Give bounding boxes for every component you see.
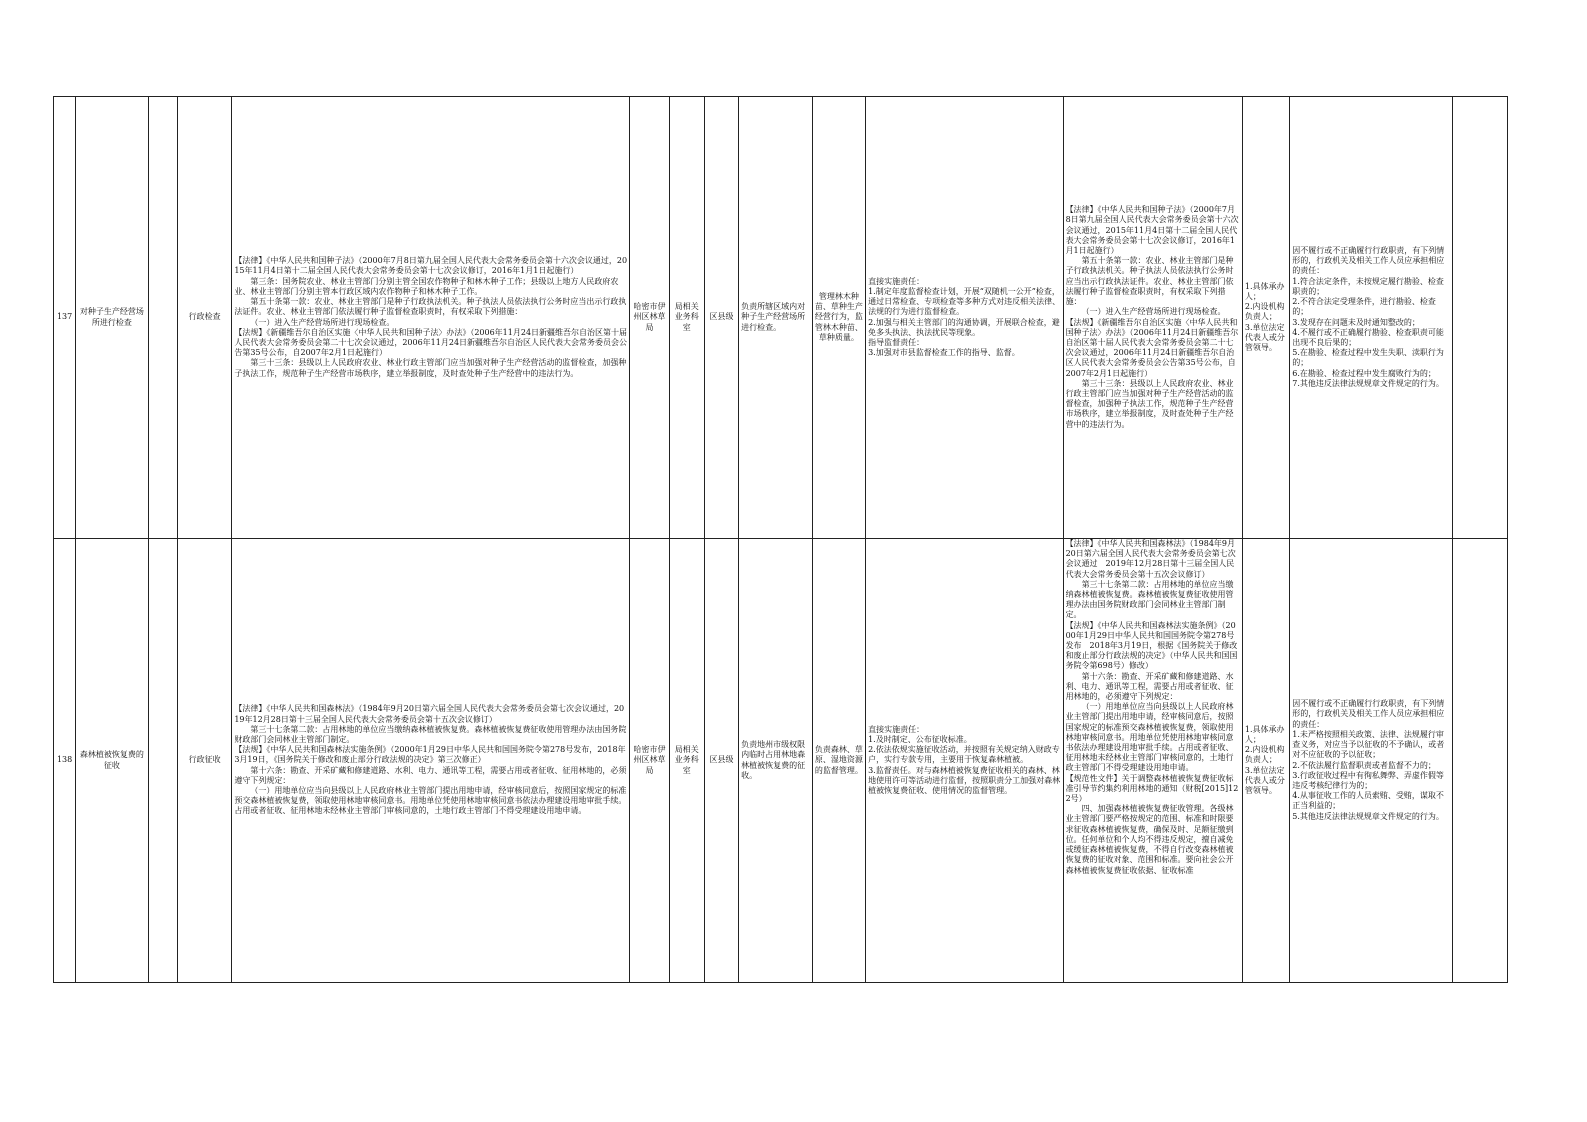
scope: 负责地州市级权限内临时占用林地森林植被恢复费的征收。 [739,539,813,983]
department: 局相关业务科室 [669,539,704,983]
duty-basis-para: 第三十七条第二款：占用林地的单位应当缴纳森林植被恢复费。森林植被恢复费征收使用管理办法由国务院财政部门会同林业主管部门制定。 [1065,579,1234,620]
remark [1453,539,1508,983]
duty-basis-para: 第三十三条：县级以上人民政府农业、林业行政主管部门应当加强对种子生产经营活动的监督检查，加强种子执法工作，规范种子生产经营市场秩序，建立举报制度，及时查处种子生产经营中的违法行为。 [1065,378,1234,429]
accountability [1290,97,1453,539]
duty-list-table [53,96,1508,983]
accountability-para: 3.发现存在问题未及时通知整改的； [1292,317,1420,327]
duty-basis-para: 【法律】《中华人民共和国森林法》（1984年9月20日第六届全国人民代表大会常务委员会第七次会议通过 2019年12月28日第十三届全国人民代表大会常务委员会第十五次会议修订） [1065,539,1236,579]
duty-basis-para: 【规范性文件】关于调整森林植被恢复费征收标准引导节约集约利用林地的通知（财税[2015]122号） [1065,773,1239,804]
remark [1453,97,1508,539]
sub-item [148,97,177,539]
implementing-authority: 哈密市伊州区林草局 [630,97,669,539]
accountability-para: 因不履行或不正确履行行政职责，有下列情形的，行政机关及相关工作人员应承担相应的责任： [1292,246,1445,276]
duty-para: 3.加强对市县监督检查工作的指导、监督。 [868,348,1020,358]
accountability-para: 4.从事征收工作的人员索贿、受贿，谋取不正当利益的； [1292,791,1444,811]
power-type: 行政检查 [177,97,231,539]
accountability-para: 3.行政征收过程中有徇私舞弊、弄虚作假等违反考核纪律行为的； [1292,770,1444,790]
item-name: 森林植被恢复费的征收 [76,539,149,983]
scope: 负责所辖区域内对种子生产经营场所进行检查。 [739,97,813,539]
implementing-authority: 哈密市伊州区林草局 [630,539,669,983]
item-name: 对种子生产经营场所进行检查 [76,97,149,539]
duty-para: 直接实施责任： [868,724,925,734]
accountability-para: 5.在勘验、检查过程中发生失职、渎职行为的； [1292,348,1444,368]
basis-para: 第三十三条：县级以上人民政府农业、林业行政主管部门应当加强对种子生产经营活动的监督检查，加强种子执法工作，规范种子生产经营市场秩序，建立举报制度，及时查处种子生产经营中的违法行为。 [234,358,627,378]
basis-para: 第十六条：勘查、开采矿藏和修建道路、水利、电力、通讯等工程，需要占用或者征收、征用林地的，必须遵守下列规定： [234,765,627,785]
accountability [1290,539,1453,983]
basis-para: 【法规】《新疆维吾尔自治区实施〈中华人民共和国种子法〉办法》（2006年11月24日新疆维吾尔自治区第十届人民代表大会常务委员会第二十七次会议通过，2006年11月24日新疆维吾尔自治区人民代表大会常务委员会公告第35号公布，自2007年2月1日起施行） [234,327,628,358]
duty-basis-para: （一）进入生产经营场所进行现场检查。 [1081,307,1226,317]
accountability-para: 5.其他违反法律法规规章文件规定的行为。 [1292,811,1444,821]
duty-basis-para: 第五十条第一款：农业、林业主管部门是种子行政执法机关。种子执法人员依法执行公务时应当出示行政执法证件。农业、林业主管部门依法履行种子监督检查职责时，有权采取下列措施： [1065,256,1234,307]
legal-basis [232,539,630,983]
basis-para: 【法律】《中华人民共和国种子法》（2000年7月8日第九届全国人民代表大会常务委员会第十六次会议通过，2015年11月4日第十二届全国人民代表大会常务委员会第十七次会议修订，2016年1月1日起施行） [234,256,628,276]
duty-basis-para: 第十六条：勘查、开采矿藏和修建道路、水利、电力、通讯等工程，需要占用或者征收、征用林地的，必须遵守下列规定： [1065,671,1234,702]
duty-para: 指导监督责任： [868,337,925,347]
responsibility-content: 管理林木种苗、草种生产经营行为，监管林木种苗、草种质量。 [812,97,865,539]
responsible-subject: 1.具体承办人； 2.内设机构负责人； 3.单位法定代表人或分管领导。 [1242,539,1289,983]
duty-basis-clip [1066,539,1240,876]
duty-items [866,97,1063,539]
table-row [54,539,1508,983]
accountability-para: 4.不履行或不正确履行勘验、检查职责可能出现不良后果的； [1292,327,1444,347]
basis-para: 【法规】《中华人民共和国森林法实施条例》（2000年1月29日中华人民共和国国务院令第278号发布，2018年3月19日，《国务院关于修改和废止部分行政法规的决定》第三次修正） [234,745,626,765]
duty-basis-para: 【法规】《新疆维吾尔自治区实施〈中华人民共和国种子法〉办法》（2006年11月24日新疆维吾尔自治区第十届人民代表大会常务委员会第二十七次会议通过，2006年11月24日新疆维吾尔自治区人民代表大会常务委员会公告第35号公布，自2007年2月1日起施行） [1065,317,1239,378]
accountability-para: 因不履行或不正确履行行政职责，有下列情形的，行政机关及相关工作人员应承担相应的责任： [1292,699,1445,729]
duty-basis [1063,97,1242,539]
duty-para: 2.依法依规实施征收活动，并按照有关规定纳入财政专户，实行专款专用，主要用于恢复森林植被。 [868,745,1060,765]
row-number: 137 [54,97,76,539]
level: 区县级 [704,97,738,539]
duty-basis-para: 【法规】《中华人民共和国森林法实施条例》（2000年1月29日中华人民共和国国务院令第278号发布 2018年3月19日，根据《国务院关于修改和废止部分行政法规的决定》（中华人民共和国国务院令第698号）修改） [1065,620,1238,671]
basis-para: （一）用地单位应当向县级以上人民政府林业主管部门提出用地申请，经审核同意后，按照国家规定的标准预交森林植被恢复费，领取使用林地审核同意书。用地单位凭使用林地审核同意书依法办理建设用地审批手续。占用或者征收、征用林地未经林业主管部门审核同意的，土地行政主管部门不得受理建设用地申请。 [234,786,627,816]
duty-para: 直接实施责任： [868,276,925,286]
duty-items [866,539,1063,983]
power-type: 行政征收 [177,539,231,983]
table-row [54,97,1508,539]
duty-para: 3.监督责任。对与森林植被恢复费征收相关的森林、林地使用许可等活动进行监督，按照职责分工加强对森林植被恢复费征收、使用情况的监督管理。 [868,765,1061,795]
duty-para: 1.及时制定、公布征收标准。 [868,734,972,744]
duty-basis [1063,539,1242,983]
accountability-para: 6.在勘验、检查过程中发生腐败行为的； [1292,368,1436,378]
basis-para: 【法律】《中华人民共和国森林法》（1984年9月20日第六届全国人民代表大会常务委员会第七次会议通过，2019年12月28日第十三届全国人民代表大会常务委员会第十五次会议修订） [234,704,625,724]
accountability-para: 2.不依法履行监督职责或者监督不力的； [1292,760,1436,770]
department: 局相关业务科室 [669,97,704,539]
duty-basis-para: 四、加强森林植被恢复费征收管理。各级林业主管部门要严格按规定的范围、标准和时限要求征收森林植被恢复费，确保及时、足额征缴到位。任何单位和个人均不得违反规定，擅自减免或缓征森林植被恢复费，不得自行改变森林植被恢复费的征收对象、范围和标准。要向社会公开森林植被恢复费征收依据、征收标准 [1065,804,1234,875]
duty-para: 1.制定年度监督检查计划，开展“双随机一公开”检查，通过日常检查、专项检查等多种方式对违反相关法律、法规的行为进行监督检查。 [868,286,1061,317]
accountability-para: 2.不符合法定受理条件，进行勘验、检查的； [1292,297,1436,317]
legal-basis [232,97,630,539]
responsible-subject: 1.具体承办人； 2.内设机构负责人； 3.单位法定代表人或分管领导。 [1242,97,1289,539]
duty-basis-para: 【法律】《中华人民共和国种子法》（2000年7月8日第九届全国人民代表大会常务委员会第十六次会议通过，2015年11月4日第十二届全国人民代表大会常务委员会第十七次会议修订，2016年1月1日起施行） [1065,205,1239,256]
basis-para: 第三条：国务院农业、林业主管部门分别主管全国农作物种子和林木种子工作；县级以上地方人民政府农业、林业主管部门分别主管本行政区域内农作物种子和林木种子工作。 [234,276,619,296]
basis-para: 第三十七条第二款：占用林地的单位应当缴纳森林植被恢复费。森林植被恢复费征收使用管理办法由国务院财政部门会同林业主管部门制定。 [234,724,627,744]
level: 区县级 [704,539,738,983]
row-number: 138 [54,539,76,983]
accountability-para: 7.其他违反法律法规规章文件规定的行为。 [1292,378,1444,388]
accountability-para: 1.未严格按照相关政策、法律、法规履行审查义务，对应当予以征收的不予确认，或者对不应征收的予以征收； [1292,729,1445,760]
duty-basis-para: （一）用地单位应当向县级以上人民政府林业主管部门提出用地申请，经审核同意后，按照国家规定的标准预交森林植被恢复费，领取使用林地审核同意书。用地单位凭使用林地审核同意书依法办理建设用地审批手续。占用或者征收、征用林地未经林业主管部门审核同意的，土地行政主管部门不得受理建设用地申请。 [1065,702,1234,773]
basis-para: （一）进入生产经营场所进行现场检查。 [250,317,395,327]
responsibility-content: 负责森林、草原、湿地资源的监督管理。 [812,539,865,983]
sub-item [148,539,177,983]
duty-para: 2.加强与相关主管部门的沟通协调，开展联合检查，避免多头执法、执法扰民等现象。 [868,317,1060,337]
accountability-para: 1.符合法定条件，未按规定履行勘验、检查职责的； [1292,276,1444,296]
basis-para: 第五十条第一款：农业、林业主管部门是种子行政执法机关。种子执法人员依法执行公务时应当出示行政执法证件。农业、林业主管部门依法履行种子监督检查职责时，有权采取下列措施： [234,297,627,317]
